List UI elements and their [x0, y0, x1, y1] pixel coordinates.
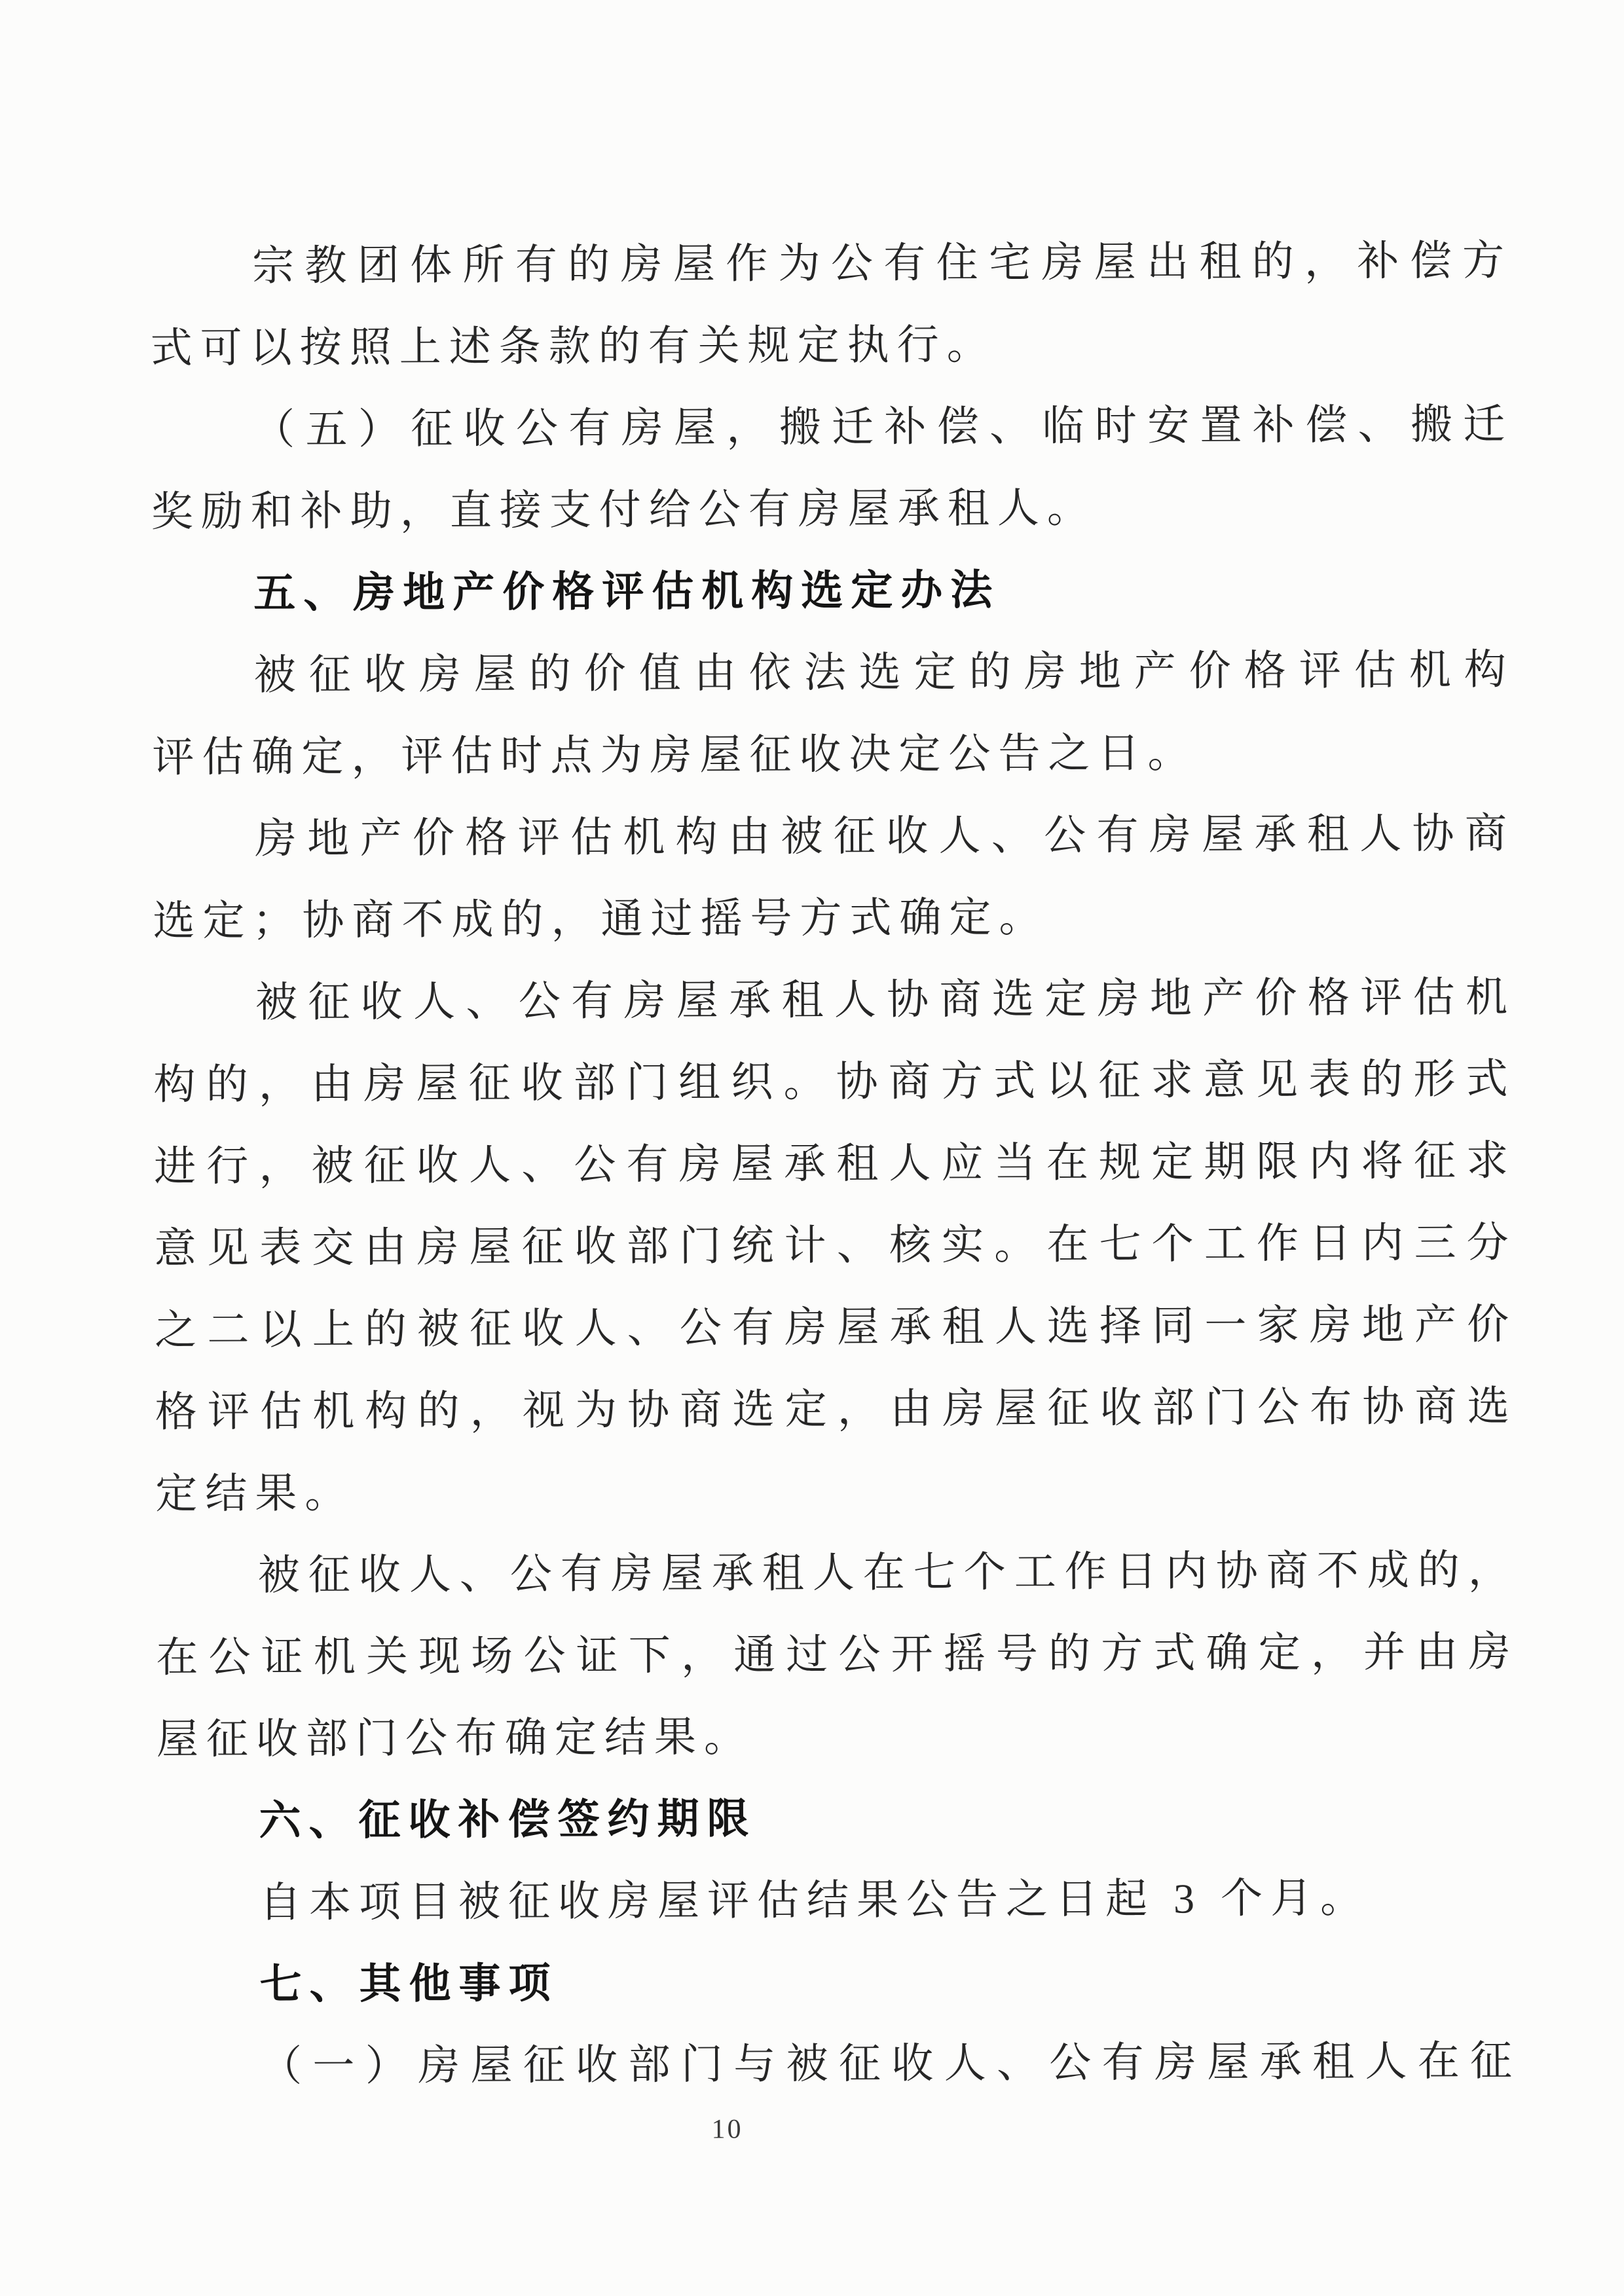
text-line: 被征收人、公有房屋承租人在七个工作日内协商不成的，: [257, 1546, 1518, 1599]
section-heading-seven: 七、其他事项: [259, 1959, 559, 2008]
text-line: 房地产价格评估机构由被征收人、公有房屋承租人协商: [254, 810, 1515, 862]
text-line: 构的，由房屋征收部门组织。协商方式以征求意见表的形式: [153, 1055, 1516, 1108]
text-line: 进行，被征收人、公有房屋承租人应当在规定期限内将征求: [153, 1137, 1517, 1190]
text-line: （五）征收公有房屋，搬迁补偿、临时安置补偿、搬迁: [253, 401, 1513, 453]
text-line: 在公证机关现场公证下，通过公开摇号的方式确定，并由房: [156, 1628, 1519, 1681]
text-line: 宗教团体所有的房屋作为公有住宅房屋出租的，补偿方: [251, 237, 1513, 289]
text-line: 式可以按照上述条款的有关规定执行。: [150, 321, 997, 372]
text-line: 之二以上的被征收人、公有房屋承租人选择同一家房地产价: [155, 1301, 1517, 1354]
text-line: 屋征收部门公布确定结果。: [156, 1713, 754, 1763]
text-line: 格评估机构的，视为协商选定，由房屋征收部门公布协商选: [155, 1383, 1517, 1436]
section-heading-six: 六、征收补偿签约期限: [259, 1795, 757, 1844]
text-line: （一）房屋征收部门与被征收人、公有房屋承租人在征: [259, 2037, 1521, 2090]
text-line: 定结果。: [155, 1470, 355, 1518]
text-line: 评估确定，评估时点为房屋征收决定公告之日。: [152, 729, 1198, 781]
text-line: 被征收房屋的价值由依法选定的房地产价格评估机构: [253, 646, 1514, 699]
text-line: 被征收人、公有房屋承租人协商选定房地产价格评估机: [255, 974, 1516, 1026]
section-heading-five: 五、房地产价格评估机构选定办法: [253, 566, 1001, 617]
text-line: 选定；协商不成的，通过摇号方式确定。: [153, 894, 1049, 945]
page-number: 10: [711, 2114, 743, 2145]
text-line: 奖励和补助，直接支付给公有房屋承租人。: [151, 484, 1097, 536]
text-line: 自本项目被征收房屋评估结果公告之日起 3 个月。: [259, 1874, 1371, 1926]
text-line: 意见表交由房屋征收部门统计、核实。在七个工作日内三分: [154, 1219, 1517, 1272]
text-block: [150, 219, 1521, 2107]
